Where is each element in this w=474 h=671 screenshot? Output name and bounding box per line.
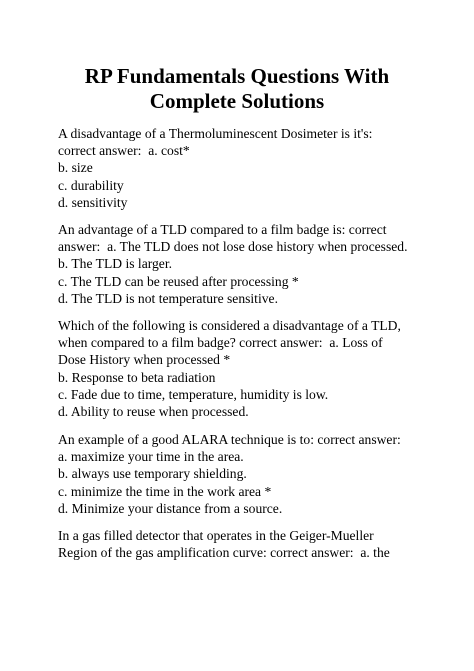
question-5-line-2: Region of the gas amplification curve: correct answer: a. the	[58, 545, 390, 561]
question-1-line-1: A disadvantage of a Thermoluminescent Dosimeter is it's:	[58, 126, 373, 141]
question-1-line-4: c. durability	[58, 177, 124, 193]
question-3-line-2: when compared to a film badge? correct answer: a. Loss of	[58, 335, 383, 351]
question-3-line-3: Dose History when processed *	[58, 352, 231, 368]
question-3-line-4: b. Response to beta radiation	[58, 369, 216, 385]
question-5	[58, 527, 468, 561]
question-2-line-4: c. The TLD can be reused after processing *	[58, 273, 299, 289]
question-4-line-5: d. Minimize your distance from a source.	[58, 500, 283, 516]
document-title-line-1: RP Fundamentals Questions With	[84, 64, 390, 88]
question-4-line-1: An example of a good ALARA technique is to: correct answer:	[58, 432, 401, 447]
question-4-line-3: b. always use temporary shielding.	[58, 466, 247, 482]
document-title-line-2: Complete Solutions	[149, 89, 325, 113]
question-2-line-2: answer: a. The TLD does not lose dose history when processed.	[58, 239, 408, 255]
question-3-line-5: c. Fade due to time, temperature, humidity is low.	[58, 386, 329, 402]
question-3-line-1: Which of the following is considered a disadvantage of a TLD,	[58, 318, 401, 333]
question-4-line-2: a. maximize your time in the area.	[58, 449, 244, 465]
question-4	[58, 431, 468, 517]
question-2-line-3: b. The TLD is larger.	[58, 256, 173, 272]
question-1	[58, 125, 468, 211]
question-4-line-4: c. minimize the time in the work area *	[58, 483, 272, 499]
question-2	[58, 221, 468, 307]
question-2-line-5: d. The TLD is not temperature sensitive.	[58, 290, 278, 306]
question-1-line-2: correct answer: a. cost*	[58, 143, 190, 159]
question-1-line-3: b. size	[58, 160, 93, 176]
question-5-line-1: In a gas filled detector that operates in the Geiger-Mueller	[58, 528, 374, 543]
question-1-line-5: d. sensitivity	[58, 194, 128, 210]
question-3-line-6: d. Ability to reuse when processed.	[58, 404, 249, 420]
question-3	[58, 317, 468, 420]
question-2-line-1: An advantage of a TLD compared to a film badge is: correct	[58, 222, 387, 237]
